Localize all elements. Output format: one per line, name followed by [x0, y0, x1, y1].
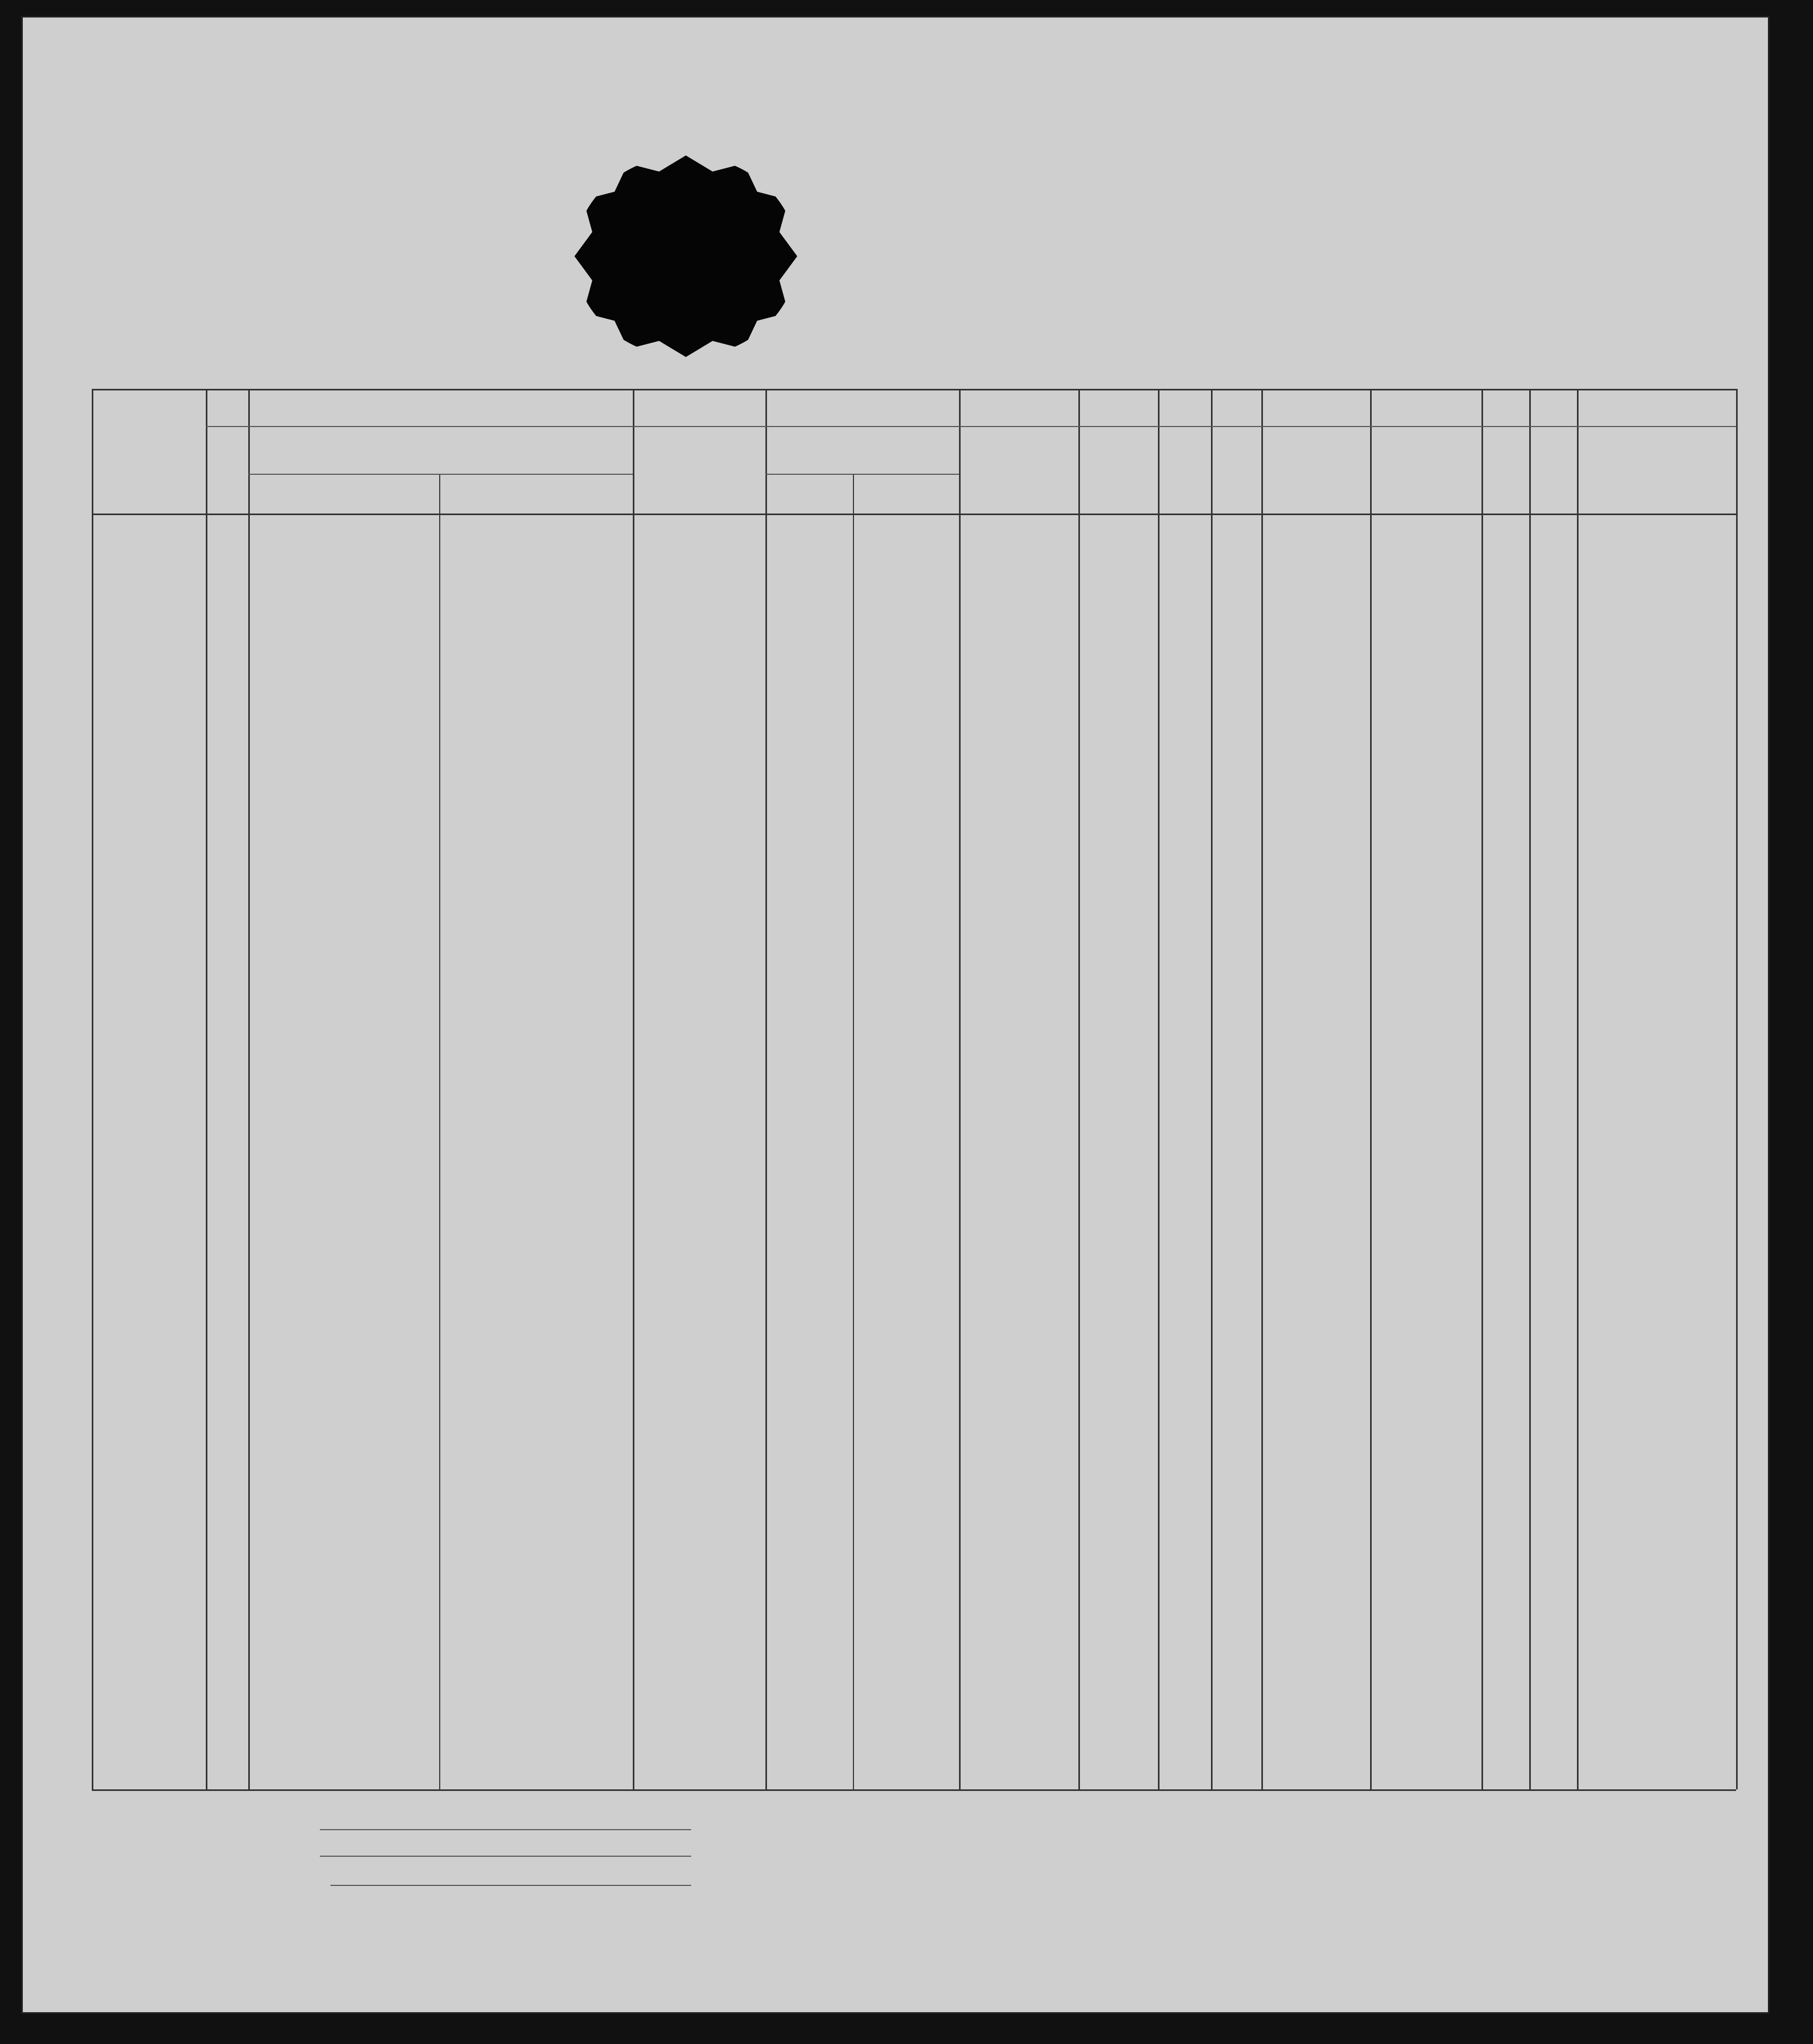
black-seal-blot [574, 155, 797, 357]
vessel-line [246, 336, 527, 357]
main-title-left [352, 198, 359, 229]
manifest-sheet [21, 16, 1770, 2014]
